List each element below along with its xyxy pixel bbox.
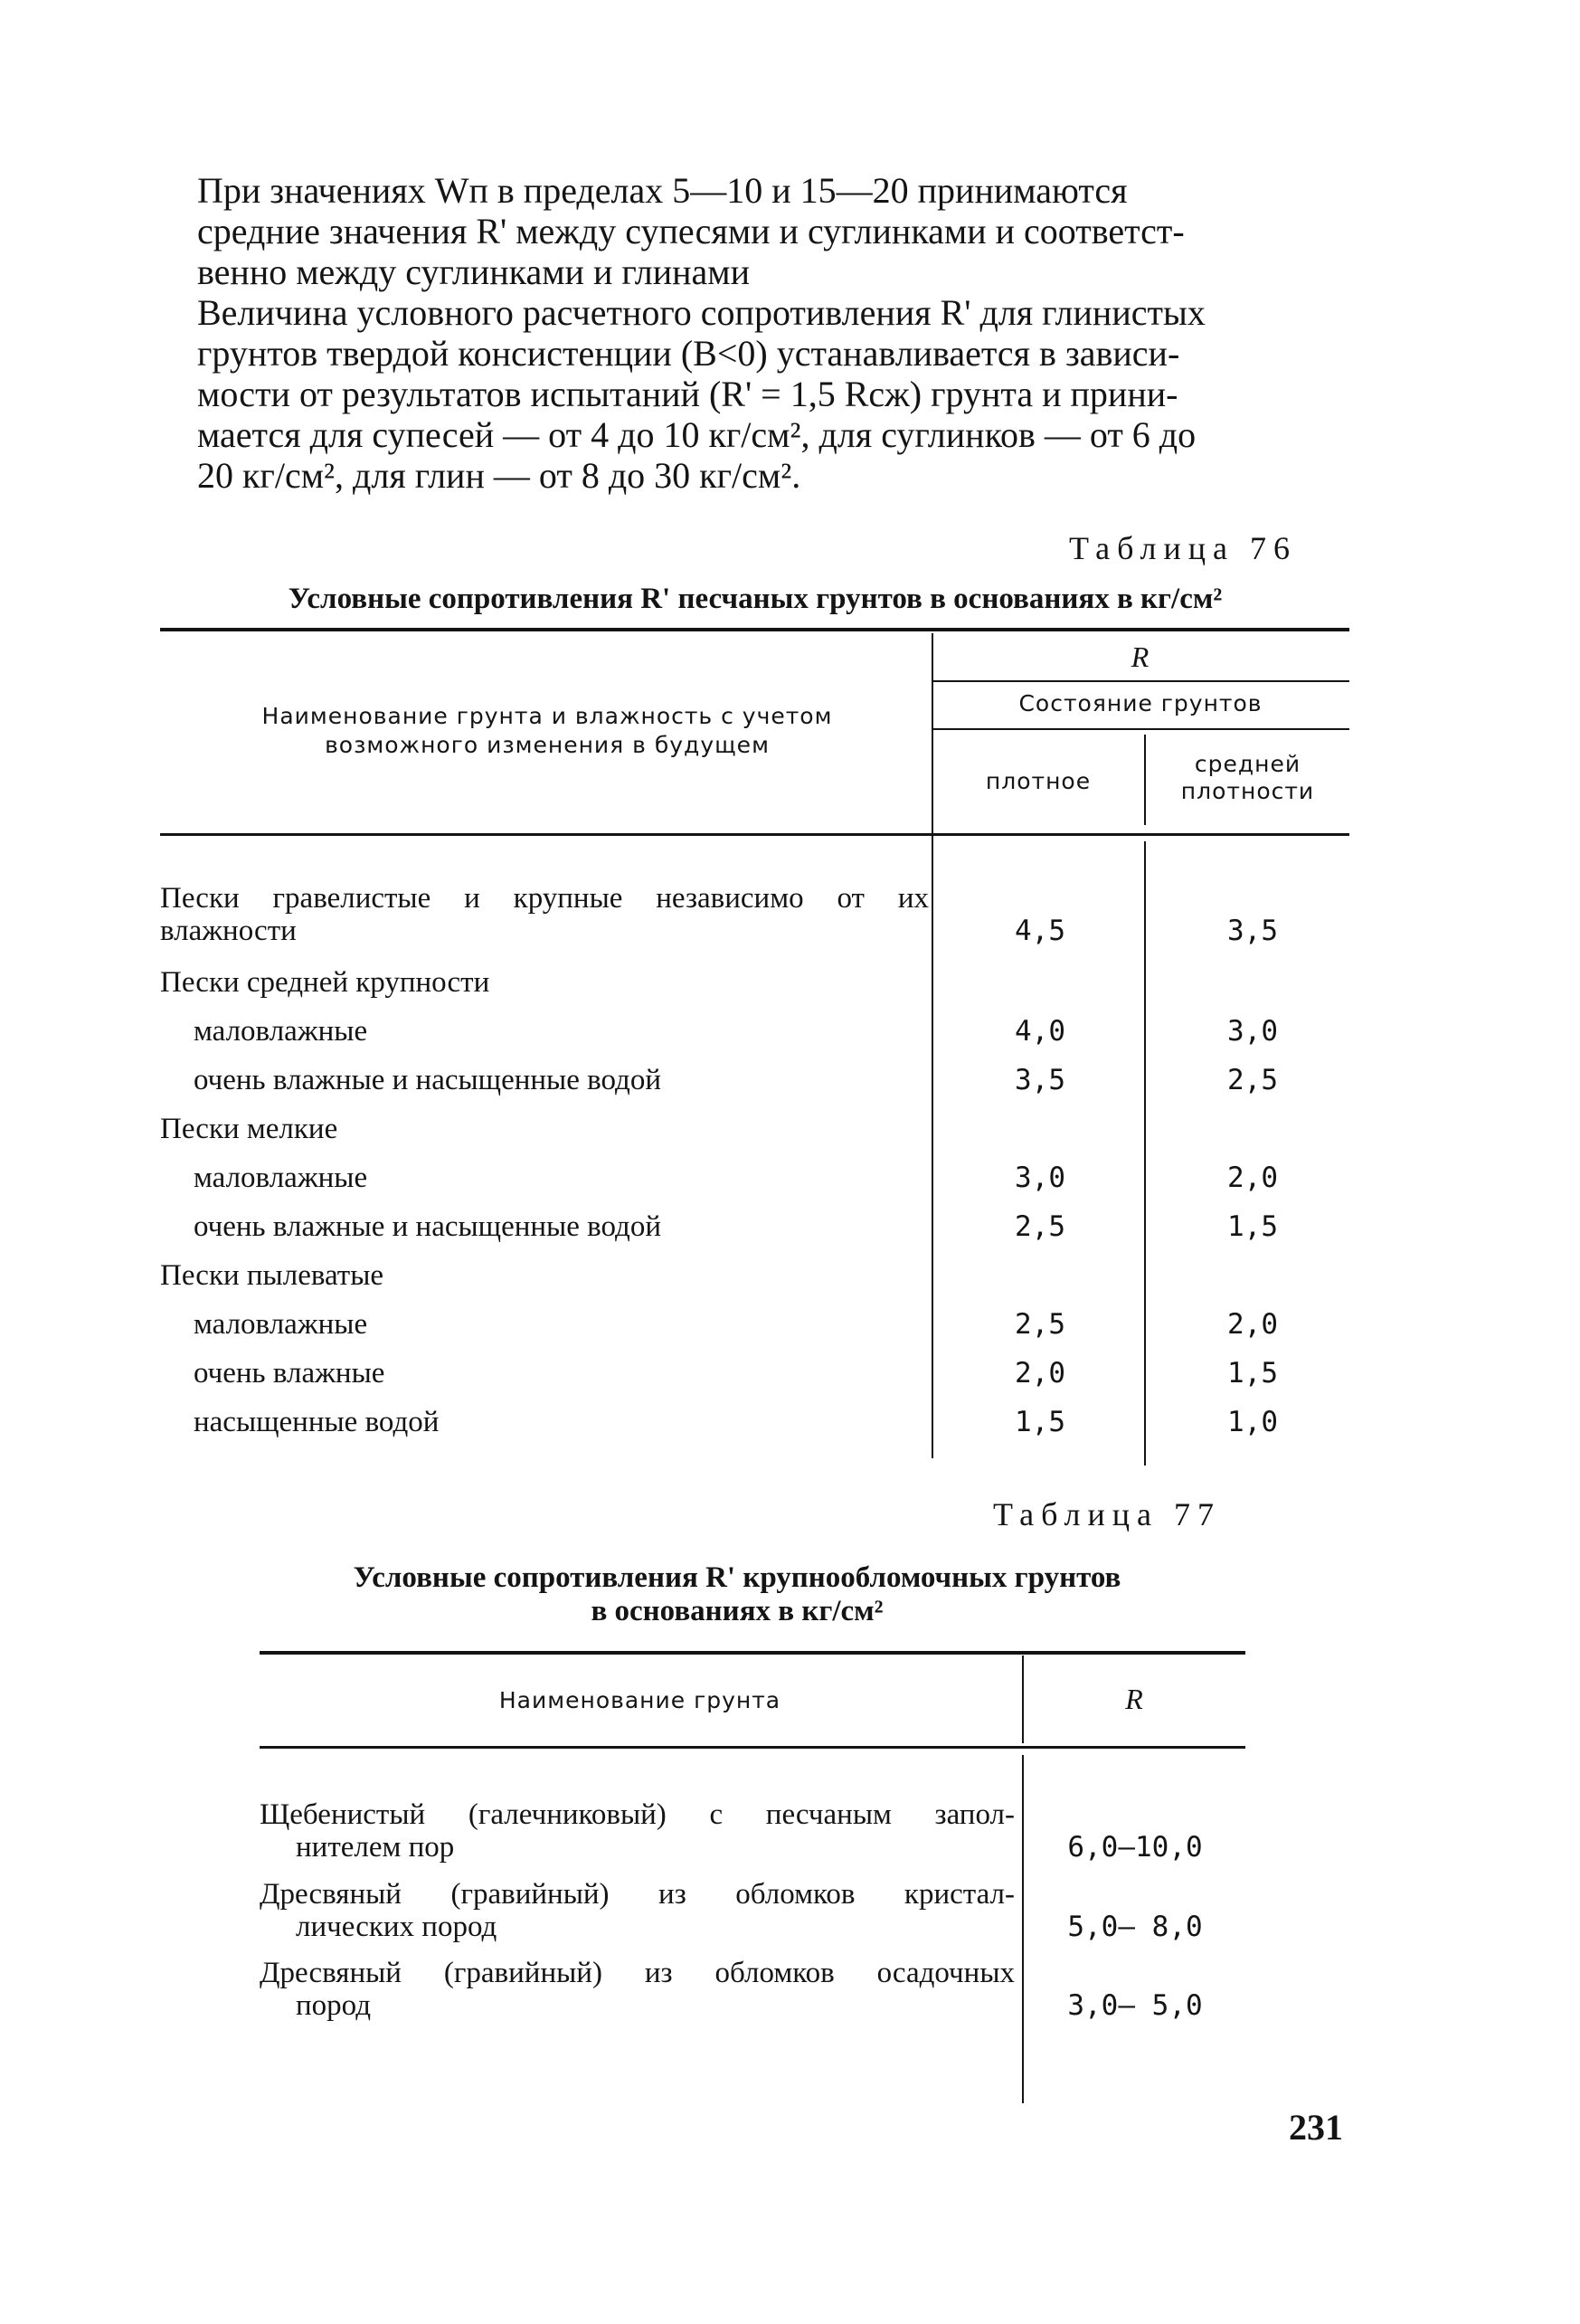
row-label-line: маловлажные xyxy=(194,1015,368,1048)
row-label xyxy=(260,1878,1015,1943)
paragraph-line: венно между суглинками и глинами xyxy=(197,251,750,292)
row-label xyxy=(160,1113,929,1145)
row-label-line: очень влажные xyxy=(194,1357,385,1390)
header-line: возможного изменения в будущем xyxy=(325,732,770,758)
table-76-title: Условные сопротивления R' песчаных грунтов в основаниях в кг/см² xyxy=(288,583,1223,615)
row-label xyxy=(160,882,929,947)
row-label-line: маловлажные xyxy=(194,1308,368,1341)
row-label-line: очень влажные и насыщенные водой xyxy=(194,1064,661,1096)
header-r: R xyxy=(1125,1683,1144,1715)
page-number: 231 xyxy=(1289,2107,1343,2148)
row-label-line: лических пород xyxy=(296,1911,497,1943)
paragraph-line: грунтов твердой консистенции (B<0) устанавливается в зависи- xyxy=(197,333,1180,374)
header-line: плотности xyxy=(1180,778,1315,804)
row-label-line: Щебенистый (галечниковый) с песчаным запол- xyxy=(260,1798,1015,1831)
row-label xyxy=(194,1064,926,1096)
row-label xyxy=(194,1308,926,1341)
column-divider xyxy=(1144,841,1146,1466)
header-dense: плотное xyxy=(985,768,1092,794)
table-top-rule xyxy=(160,628,1349,631)
value-dense: 2,0 xyxy=(1015,1357,1065,1390)
paragraph-line: 20 кг/см², для глин — от 8 до 30 кг/см². xyxy=(197,455,801,496)
row-label xyxy=(194,1406,926,1438)
value-medium: 2,0 xyxy=(1227,1162,1278,1194)
value-dense: 2,5 xyxy=(1015,1210,1065,1243)
header-state: Состояние грунтов xyxy=(1018,690,1263,716)
value-dense: 4,0 xyxy=(1015,1015,1065,1048)
table-header-rule xyxy=(160,833,1349,836)
value-dense: 2,5 xyxy=(1015,1308,1065,1341)
header-name-col xyxy=(167,702,927,760)
table-77-title xyxy=(226,1561,1248,1628)
paragraph-line: средние значения R' между супесями и суглинками и соответст- xyxy=(197,211,1185,251)
header-name-col: Наименование грунта xyxy=(498,1687,781,1713)
title-line: в основаниях в кг/см² xyxy=(591,1595,884,1627)
row-label-line: Пески пылеватые xyxy=(160,1259,384,1292)
row-label xyxy=(194,1162,926,1194)
paragraph-line: При значениях Wп в пределах 5—10 и 15—20 принимаются xyxy=(197,170,1128,211)
value-dense: 1,5 xyxy=(1015,1406,1065,1438)
column-divider xyxy=(1022,1755,1024,2103)
paragraph-2 xyxy=(197,292,1346,496)
row-label xyxy=(194,1015,926,1048)
paragraph-1 xyxy=(197,170,1346,292)
header-medium xyxy=(1146,751,1349,805)
value-medium: 1,5 xyxy=(1227,1210,1278,1243)
title-line: Условные сопротивления R' крупнообломочных грунтов xyxy=(353,1561,1121,1594)
table-top-rule xyxy=(260,1651,1245,1655)
paragraph-line: Величина условного расчетного сопротивления R' для глинистых xyxy=(197,292,1206,333)
value-medium: 2,5 xyxy=(1227,1064,1278,1096)
value-medium: 1,0 xyxy=(1227,1406,1278,1438)
header-line: средней xyxy=(1194,751,1301,777)
row-label-line: Пески средней крупности xyxy=(160,966,490,999)
value-dense: 3,5 xyxy=(1015,1064,1065,1096)
row-label xyxy=(160,966,929,999)
value-dense: 4,5 xyxy=(1015,915,1065,947)
row-label-line: Дресвяный (гравийный) из обломков осадочных xyxy=(260,1957,1015,1989)
value-r: 5,0— 8,0 xyxy=(1067,1911,1203,1943)
row-label-line: Пески мелкие xyxy=(160,1113,338,1145)
value-r: 3,0— 5,0 xyxy=(1067,1989,1203,2022)
table-77-caption: Таблица 77 xyxy=(993,1496,1221,1532)
row-label xyxy=(260,1957,1015,2022)
row-label-line: Пески гравелистые и крупные независимо от их xyxy=(160,882,929,915)
row-label-line: пород xyxy=(296,1989,371,2022)
value-medium: 3,5 xyxy=(1227,915,1278,947)
header-subrule xyxy=(932,680,1349,682)
row-label-line: очень влажные и насыщенные водой xyxy=(194,1210,661,1243)
table-header-rule xyxy=(260,1746,1245,1749)
row-label xyxy=(160,1259,929,1292)
paragraph-line: мается для супесей — от 4 до 10 кг/см², для суглинков — от 6 до xyxy=(197,414,1197,455)
table-76-caption: Таблица 76 xyxy=(1069,530,1297,566)
row-label-line: насыщенные водой xyxy=(194,1406,440,1438)
header-r: R xyxy=(1131,640,1150,673)
row-label-line: влажности xyxy=(160,915,297,947)
row-label xyxy=(194,1210,926,1243)
value-medium: 2,0 xyxy=(1227,1308,1278,1341)
row-label xyxy=(260,1798,1015,1864)
value-dense: 3,0 xyxy=(1015,1162,1065,1194)
row-label xyxy=(194,1357,926,1390)
value-r: 6,0—10,0 xyxy=(1067,1831,1203,1864)
header-line: Наименование грунта и влажность с учетом xyxy=(261,703,833,729)
row-label-line: маловлажные xyxy=(194,1162,368,1194)
header-subrule xyxy=(932,728,1349,730)
paragraph-line: мости от результатов испытаний (R' = 1,5 Rсж) грунта и прини- xyxy=(197,374,1178,414)
row-label-line: Дресвяный (гравийный) из обломков кристал- xyxy=(260,1878,1015,1911)
value-medium: 1,5 xyxy=(1227,1357,1278,1390)
column-divider xyxy=(932,633,933,1458)
row-label-line: нителем пор xyxy=(296,1831,455,1864)
value-medium: 3,0 xyxy=(1227,1015,1278,1048)
